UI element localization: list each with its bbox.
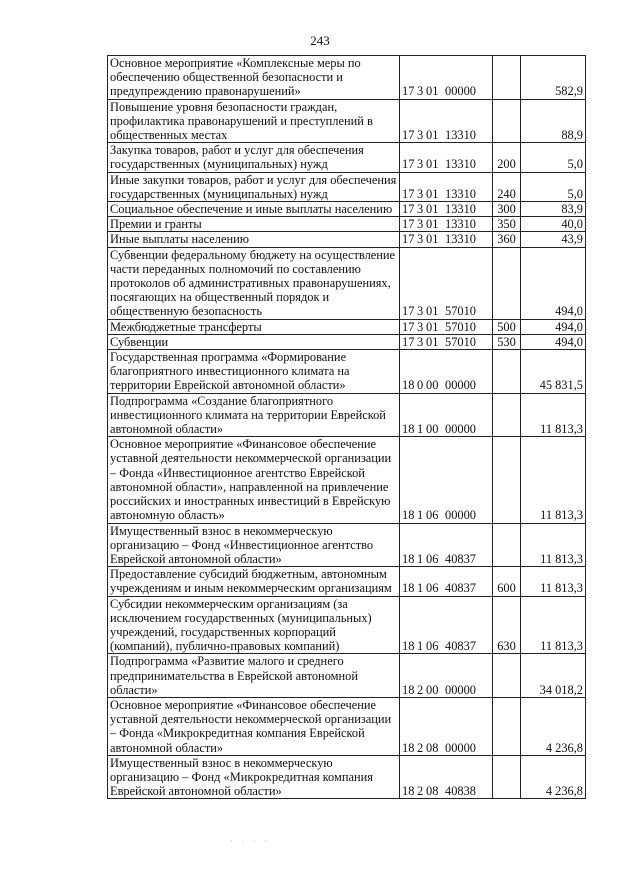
row-target-code: 18 1 06 00000: [400, 437, 493, 523]
row-target-code: 18 1 06 40837: [400, 567, 493, 596]
row-description: Субвенции: [108, 334, 400, 349]
row-description: Субсидии некоммерческим организациям (за исключением государственных (муниципальных) учреждений, государственных корпораций (компаний), публично-правовых компаний): [108, 596, 400, 654]
row-amount: 582,9: [521, 56, 586, 100]
row-expense-type: [493, 437, 521, 523]
row-expense-type: [493, 697, 521, 755]
row-target-code: 17 3 01 57010: [400, 334, 493, 349]
row-amount: 40,0: [521, 217, 586, 232]
table-row: [108, 697, 586, 755]
row-target-code: 17 3 01 13310: [400, 202, 493, 217]
row-expense-type: [493, 99, 521, 143]
table-row: [108, 393, 586, 437]
table-row: [108, 437, 586, 523]
row-amount: 4 236,8: [521, 755, 586, 799]
table-row: [108, 217, 586, 232]
row-amount: 494,0: [521, 334, 586, 349]
row-target-code: 18 1 00 00000: [400, 393, 493, 437]
row-expense-type: 350: [493, 217, 521, 232]
row-amount: 11 813,3: [521, 567, 586, 596]
row-amount: 34 018,2: [521, 654, 586, 698]
budget-table: [107, 55, 586, 799]
row-amount: 11 813,3: [521, 393, 586, 437]
table-row: [108, 99, 586, 143]
row-amount: 45 831,5: [521, 350, 586, 394]
row-description: Иные закупки товаров, работ и услуг для обеспечения государственных (муниципальных) нужд: [108, 172, 400, 201]
row-target-code: 17 3 01 13310: [400, 172, 493, 201]
row-amount: 88,9: [521, 99, 586, 143]
table-row: [108, 232, 586, 247]
row-target-code: 17 3 01 13310: [400, 232, 493, 247]
row-description: Межбюджетные трансферты: [108, 319, 400, 334]
table-row: [108, 56, 586, 100]
row-target-code: 17 3 01 57010: [400, 319, 493, 334]
row-target-code: 18 2 00 00000: [400, 654, 493, 698]
row-amount: 5,0: [521, 143, 586, 172]
row-description: Подпрограмма «Создание благоприятного инвестиционного климата на территории Еврейской автономной области»: [108, 393, 400, 437]
row-target-code: 18 1 06 40837: [400, 523, 493, 567]
table-row: [108, 172, 586, 201]
row-amount: 5,0: [521, 172, 586, 201]
row-description: Основное мероприятие «Комплексные меры по обеспечению общественной безопасности и предупреждению правонарушений»: [108, 56, 400, 100]
table-row: [108, 143, 586, 172]
page-number: 243: [310, 33, 330, 48]
table-row: [108, 755, 586, 799]
row-amount: 43,9: [521, 232, 586, 247]
row-description: Премии и гранты: [108, 217, 400, 232]
scan-noise: · · · ·: [230, 836, 270, 846]
row-description: Имущественный взнос в некоммерческую организацию – Фонд «Инвестиционное агентство Еврейской автономной области»: [108, 523, 400, 567]
row-description: Иные выплаты населению: [108, 232, 400, 247]
row-expense-type: 500: [493, 319, 521, 334]
table-row: [108, 654, 586, 698]
row-description: Государственная программа «Формирование благоприятного инвестиционного климата на территории Еврейской автономной области»: [108, 350, 400, 394]
row-description: Закупка товаров, работ и услуг для обеспечения государственных (муниципальных) нужд: [108, 143, 400, 172]
row-expense-type: [493, 654, 521, 698]
row-description: Предоставление субсидий бюджетным, автономным учреждениям и иным некоммерческим организациям: [108, 567, 400, 596]
table-row: [108, 334, 586, 349]
row-expense-type: 630: [493, 596, 521, 654]
table-row: [108, 202, 586, 217]
row-expense-type: [493, 523, 521, 567]
row-target-code: 18 2 08 00000: [400, 697, 493, 755]
row-expense-type: 600: [493, 567, 521, 596]
row-description: Подпрограмма «Развитие малого и среднего предпринимательства в Еврейской автономной области»: [108, 654, 400, 698]
row-expense-type: [493, 755, 521, 799]
row-description: Имущественный взнос в некоммерческую организацию – Фонд «Микрокредитная компания Еврейской автономной области»: [108, 755, 400, 799]
row-description: Повышение уровня безопасности граждан, профилактика правонарушений и преступлений в общественных местах: [108, 99, 400, 143]
row-expense-type: 200: [493, 143, 521, 172]
row-amount: 83,9: [521, 202, 586, 217]
row-description: Основное мероприятие «Финансовое обеспечение уставной деятельности некоммерческой организации – Фонда «Микрокредитная компания Еврейской автономной области»: [108, 697, 400, 755]
row-amount: 11 813,3: [521, 523, 586, 567]
row-description: Субвенции федеральному бюджету на осуществление части переданных полномочий по составлению протоколов об административных правонарушениях, посягающих на общественный порядок и общественную безопасность: [108, 247, 400, 319]
row-target-code: 17 3 01 13310: [400, 99, 493, 143]
row-description: Основное мероприятие «Финансовое обеспечение уставной деятельности некоммерческой организации – Фонда «Инвестиционное агентство Еврейской автономной области», направленной на привлечение российских и иностранных инвестиций в Еврейскую автономную область»: [108, 437, 400, 523]
row-expense-type: 360: [493, 232, 521, 247]
row-amount: 494,0: [521, 319, 586, 334]
table-row: [108, 247, 586, 319]
row-description: Социальное обеспечение и иные выплаты населению: [108, 202, 400, 217]
row-expense-type: [493, 350, 521, 394]
row-expense-type: [493, 56, 521, 100]
row-target-code: 17 3 01 57010: [400, 247, 493, 319]
table-row: [108, 350, 586, 394]
row-amount: 11 813,3: [521, 437, 586, 523]
row-amount: 494,0: [521, 247, 586, 319]
row-expense-type: [493, 393, 521, 437]
row-amount: 4 236,8: [521, 697, 586, 755]
table-row: [108, 567, 586, 596]
row-target-code: 18 2 08 40838: [400, 755, 493, 799]
table-row: [108, 319, 586, 334]
row-target-code: 17 3 01 13310: [400, 143, 493, 172]
row-expense-type: 300: [493, 202, 521, 217]
row-expense-type: [493, 247, 521, 319]
row-target-code: 17 3 01 13310: [400, 217, 493, 232]
row-expense-type: 240: [493, 172, 521, 201]
row-amount: 11 813,3: [521, 596, 586, 654]
row-target-code: 17 3 01 00000: [400, 56, 493, 100]
row-target-code: 18 1 06 40837: [400, 596, 493, 654]
row-target-code: 18 0 00 00000: [400, 350, 493, 394]
row-expense-type: 530: [493, 334, 521, 349]
table-row: [108, 523, 586, 567]
table-row: [108, 596, 586, 654]
